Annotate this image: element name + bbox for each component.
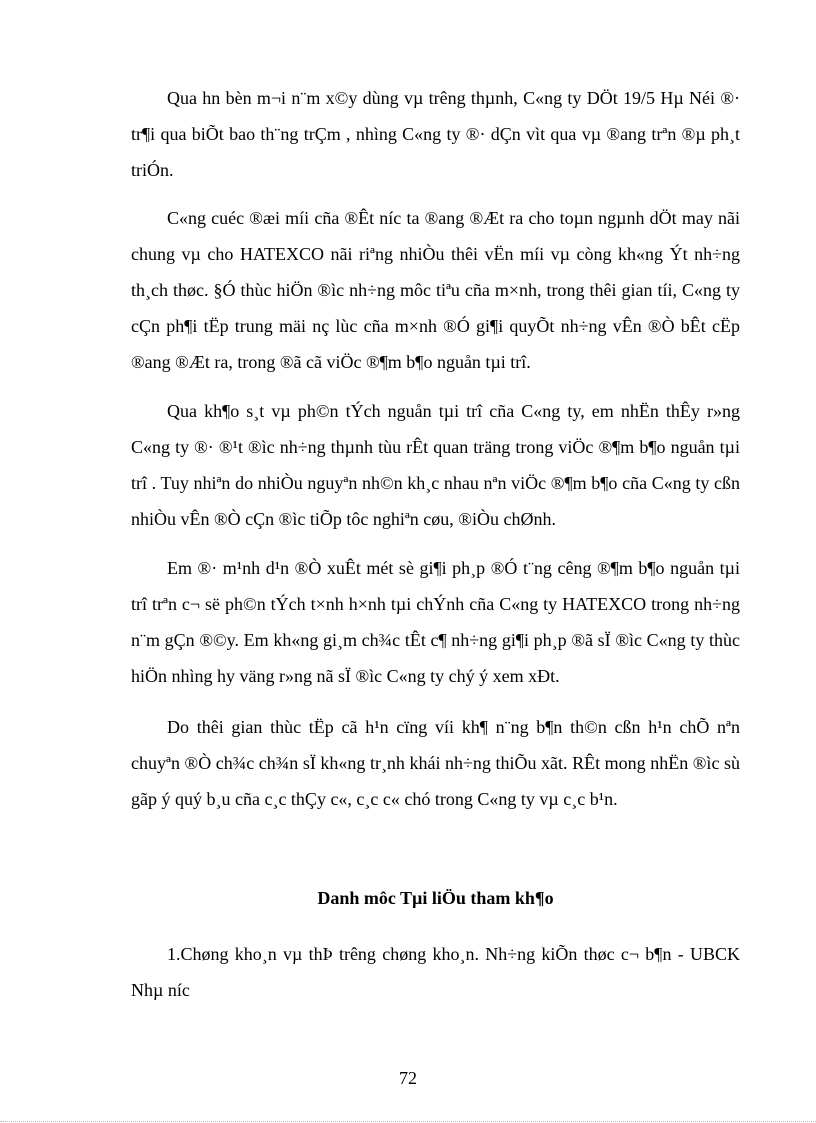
paragraph-survey: Qua kh¶o s¸t vµ ph©n tÝch nguån tµi trî cña C«ng ty, em nhËn thÊy r»ng C«ng ty ®· ®¹t ®ìc nh÷ng thµnh tùu rÊt quan träng trong viÖc ®¶m b¶o nguån tµi trî . Tuy nhiªn do nhiÒu nguyªn nh©n kh¸c nhau nªn viÖc ®¶m b¶o cña C«ng ty cßn nhiÒu vÊn ®Ò cÇn ®ìc tiÕp tôc nghiªn cøu, ®iÒu chØnh.: [131, 401, 740, 529]
paragraph-solutions: Em ®· m¹nh d¹n ®Ò xuÊt mét sè gi¶i ph¸p ®Ó t¨ng cêng ®¶m b¶o nguån tµi trî trªn c¬ së ph©n tÝch t×nh h×nh tµi chÝnh cña C«ng ty HATEXCO trong nh÷ng n¨m gÇn ®©y. Em kh«ng gi¸m ch¾c tÊt c¶ nh÷ng gi¶i ph¸p ®ã sÏ ®ìc C«ng ty thùc hiÖn nhìng hy väng r»ng nã sÏ ®ìc C«ng ty chý ý xem xÐt.: [131, 558, 740, 686]
footer-divider: [0, 1121, 816, 1122]
reference-item: 1.Chøng kho¸n vµ thÞ trêng chøng kho¸n. Nh÷ng kiÕn thøc c¬ b¶n - UBCK Nhµ níc: [131, 944, 740, 1000]
paragraph-history: Qua hn bèn m¬i n¨m x©y dùng vµ trêng thµnh, C«ng ty DÖt 19/5 Hµ Néi ®· tr¶i qua biÕt bao th¨ng trÇm , nhìng C«ng ty ®· dÇn vìt qua vµ ®ang trªn ®µ ph¸t triÓn.: [131, 88, 740, 180]
page-number: 72: [399, 1068, 417, 1088]
paragraph-renovation: C«ng cuéc ®æi míi cña ®Êt níc ta ®ang ®Æt ra cho toµn ngµnh dÖt may nãi chung vµ cho HATEXCO nãi riªng nhiÒu thêi vËn míi vµ còng kh«ng Ýt nh÷ng th¸ch thøc. §Ó thùc hiÖn ®ìc nh÷ng môc tiªu cña m×nh, trong thêi gian tíi, C«ng ty cÇn ph¶i tËp trung mäi nç lùc cña m×nh ®Ó gi¶i quyÕt nh÷ng vÊn ®Ò bÊt cËp ®ang ®Æt ra, trong ®ã cã viÖc ®¶m b¶o nguån tµi trî.: [131, 208, 740, 372]
paragraph-closing: Do thêi gian thùc tËp cã h¹n cïng víi kh¶ n¨ng b¶n th©n cßn h¹n chÕ nªn chuyªn ®Ò ch¾c ch¾n sÏ kh«ng tr¸nh khái nh÷ng thiÕu xãt. RÊt mong nhËn ®ìc sù gãp ý quý b¸u cña c¸c thÇy c«, c¸c c« chó trong C«ng ty vµ c¸c b¹n.: [131, 717, 740, 809]
references-heading: Danh môc Tµi liÖu tham kh¶o: [317, 888, 554, 908]
